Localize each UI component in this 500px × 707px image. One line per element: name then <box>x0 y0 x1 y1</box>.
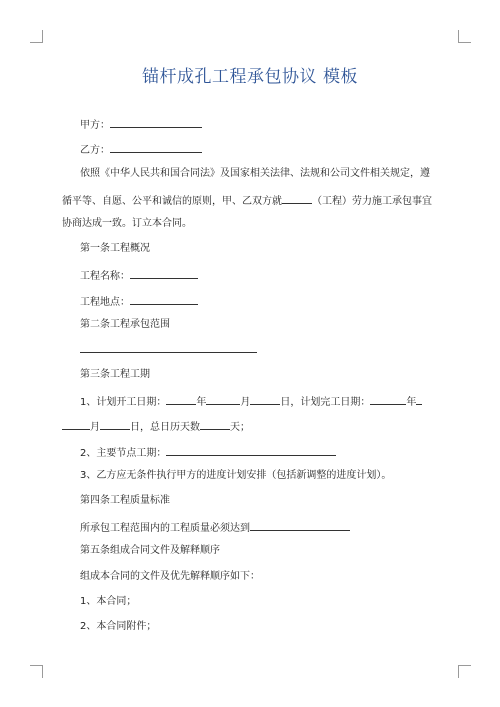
schedule-line-1 <box>80 394 422 409</box>
project-location-blank[interactable] <box>130 294 198 305</box>
document-title: 锚杆成孔工程承包协议 模板 <box>142 67 358 87</box>
project-name-blank[interactable] <box>130 268 198 279</box>
quality-line <box>80 520 350 535</box>
project-location-label: 工程地点： <box>80 297 130 308</box>
project-name-line <box>80 268 198 283</box>
intro-line-2 <box>62 193 432 208</box>
crop-mark-top-left <box>30 30 43 43</box>
total-days-label: ，总日历天数 <box>140 422 200 433</box>
start-day-blank[interactable] <box>250 394 280 405</box>
crop-mark-bottom-left <box>30 665 43 678</box>
intro-line-2-b: （工程）劳力施工承包事宜 <box>312 196 432 207</box>
docs-intro: 组成本合同的文件及优先解释顺序如下： <box>80 571 260 582</box>
party-a-line <box>80 117 202 132</box>
end-date-label: ，计划完工日期： <box>290 397 371 408</box>
project-blank[interactable] <box>282 193 312 204</box>
party-b-label: 乙方： <box>80 145 110 156</box>
start-month-blank[interactable] <box>206 394 240 405</box>
party-a-blank[interactable] <box>110 117 202 128</box>
crop-mark-top-right <box>458 30 471 43</box>
intro-line-3: 协商达成一致。订立本合同。 <box>62 218 192 229</box>
doc-item-1: 1、本合同； <box>80 596 137 607</box>
crop-mark-bottom-right <box>458 665 471 678</box>
quality-blank[interactable] <box>250 520 350 531</box>
section-5-title: 第五条组成合同文件及解释顺序 <box>80 545 220 556</box>
milestone-blank[interactable] <box>166 445 336 456</box>
schedule-line-1-cont <box>62 419 250 434</box>
section-1-title: 第一条工程概况 <box>80 243 150 254</box>
milestone-label: 2、主要节点工期： <box>80 448 167 459</box>
intro-line-1: 依照《中华人民共和国合同法》及国家相关法律、法规和公司文件相关规定，遵 <box>80 168 430 179</box>
scope-blank-line[interactable] <box>80 352 257 353</box>
party-b-line <box>80 142 202 157</box>
quality-label: 所承包工程范围内的工程质量必须达到 <box>80 523 250 534</box>
section-4-title: 第四条工程质量标准 <box>80 495 170 506</box>
party-a-label: 甲方： <box>80 120 110 131</box>
end-year-blank[interactable] <box>370 394 406 405</box>
end-month-blank[interactable] <box>62 419 90 430</box>
party-b-blank[interactable] <box>110 142 202 153</box>
start-year-blank[interactable] <box>166 394 196 405</box>
doc-item-2: 2、本合同附件； <box>80 621 157 632</box>
section-3-title: 第三条工程工期 <box>80 369 150 380</box>
schedule-line-3: 3、乙方应无条件执行甲方的进度计划安排（包括新调整的进度计划）。 <box>80 470 392 481</box>
total-days-blank[interactable] <box>200 419 230 430</box>
month-char: 月 <box>240 397 251 408</box>
schedule-line-2 <box>80 445 336 460</box>
end-year-trail-blank[interactable] <box>416 394 422 405</box>
year-char: 年 <box>196 397 207 408</box>
section-2-title: 第二条工程承包范围 <box>80 319 170 330</box>
day-char: 日 <box>280 397 291 408</box>
days-char: 天； <box>230 422 250 433</box>
day-char-2: 日 <box>130 422 140 433</box>
project-location-line <box>80 294 198 309</box>
project-name-label: 工程名称： <box>80 271 130 282</box>
year-char-2: 年 <box>406 397 417 408</box>
month-char-2: 月 <box>90 422 100 433</box>
start-date-label: 1、计划开工日期： <box>80 397 167 408</box>
end-day-blank[interactable] <box>100 419 130 430</box>
intro-line-2-a: 循平等、自愿、公平和诚信的原则，甲、乙双方就 <box>62 196 282 207</box>
